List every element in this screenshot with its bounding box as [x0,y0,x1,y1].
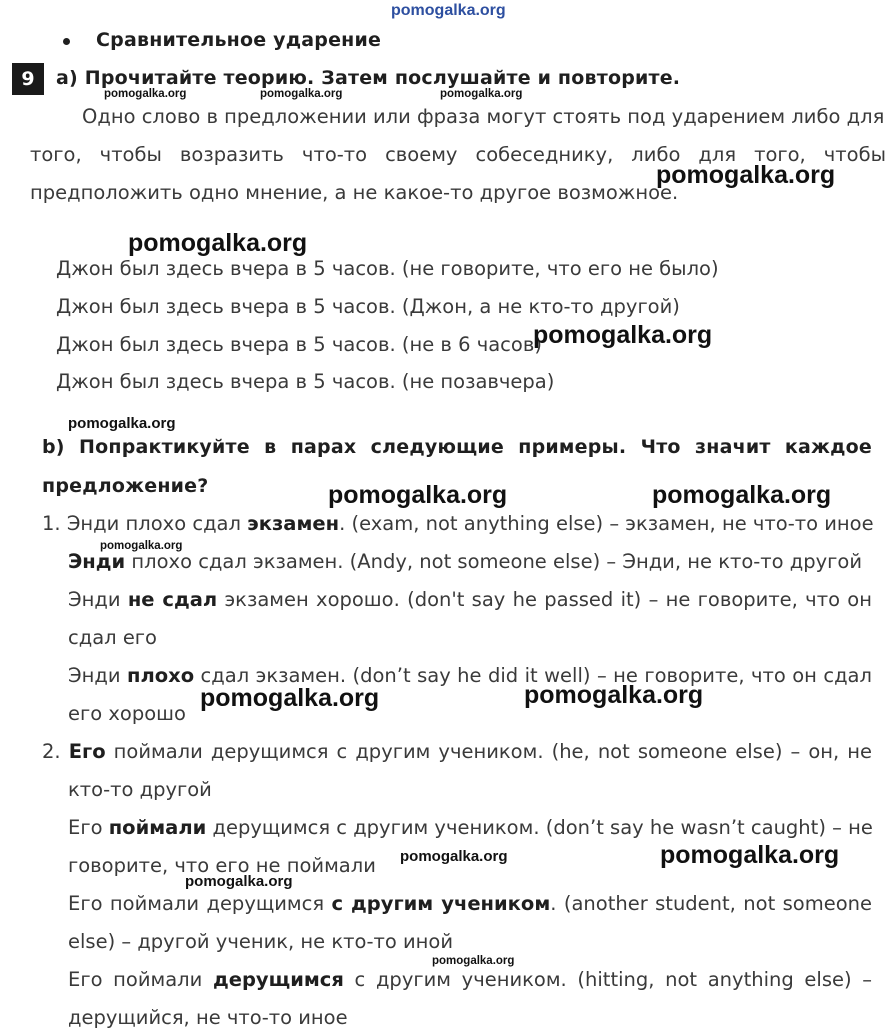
theory-line-1: Одно слово в предложении или фраза могут стоять под ударением либо для [82,105,885,128]
watermark: pomogalka.org [128,229,308,257]
watermark: pomogalka.org [68,415,176,432]
item-1-l3-post: экзамен хорошо. (don't say he passed it) – не говорите, что он [217,588,872,611]
item-2-number: 2. [42,740,61,763]
item-2-l2-post: дерущимся с другим учеником. (don’t say he wasn’t caught) – не [206,816,873,839]
watermark: pomogalka.org [660,841,840,869]
watermark: pomogalka.org [260,88,343,100]
item-2-line-1 [42,740,872,763]
watermark: pomogalka.org [432,955,515,967]
item-2-l2-pre: Его [68,816,109,839]
watermark: pomogalka.org [328,481,508,509]
watermark: pomogalka.org [440,88,523,100]
item-1-l1-post: . (exam, not anything else) – экзамен, не что-то иное [339,512,874,535]
item-1-line-2 [68,550,862,573]
watermark: pomogalka.org [656,161,836,189]
item-2-line-3b: else) – другой ученик, не кто-то иной [68,930,453,953]
item-1-line-3 [68,588,872,611]
item-2-l3-pre: Его поймали дерущимся [68,892,332,915]
item-2-line-3 [68,892,872,915]
section-title: Сравнительное ударение [96,29,382,51]
watermark: pomogalka.org [200,684,380,712]
item-1-line-3b: сдал его [68,626,157,649]
item-2-l4-post: с другим учеником. (hitting, not anything else) – [343,968,873,991]
item-1-l3-bold: не сдал [127,588,218,611]
item-1-l4-post: сдал экзамен. (don’t say he did it well) – не говорите, что он сдал [194,664,872,687]
bullet-icon [63,38,70,45]
watermark: pomogalka.org [400,848,508,865]
watermark-top[interactable]: pomogalka.org [391,2,506,19]
item-2-l2-bold: поймали [108,816,207,839]
watermark: pomogalka.org [652,481,832,509]
exercise-number-badge: 9 [12,63,44,95]
item-1-line-4 [68,664,872,687]
watermark: pomogalka.org [185,873,293,890]
item-1-l4-bold: плохо [126,664,195,687]
item-2-l4-bold: дерущимся [213,968,344,991]
example-3: Джон был здесь вчера в 5 часов. (не в 6 часов) [56,333,542,356]
item-2-line-4 [68,968,872,991]
theory-line-2: того, чтобы возразить что-то своему собеседнику, либо для того, чтобы [30,143,886,166]
watermark: pomogalka.org [100,540,183,552]
item-1-l1-pre: Энди плохо сдал [66,512,248,535]
example-1: Джон был здесь вчера в 5 часов. (не говорите, что его не было) [56,257,719,280]
example-4: Джон был здесь вчера в 5 часов. (не позавчера) [56,370,555,393]
item-1-line-1 [42,512,874,535]
item-1-l4-pre: Энди [68,664,127,687]
item-2-l4-pre: Его поймали [68,968,213,991]
item-2-l1-post: поймали дерущимся с другим учеником. (he, not someone else) – он, не [105,740,873,763]
item-2-line-2b: говорите, что его не поймали [68,854,376,877]
item-1-number: 1. [42,512,61,535]
part-b-title-line-1: b) Попрактикуйте в парах следующие примеры. Что значит каждое [42,436,872,458]
item-2-l1-bold: Его [68,740,106,763]
example-2: Джон был здесь вчера в 5 часов. (Джон, а не кто-то другой) [56,295,680,318]
item-2-l3-bold: с другим учеником [331,892,551,915]
item-1-l2-post: плохо сдал экзамен. (Andy, not someone else) – Энди, не кто-то другой [125,550,863,573]
part-a-title: a) Прочитайте теорию. Затем послушайте и повторите. [56,67,681,89]
item-1-l3-pre: Энди [68,588,128,611]
item-2-line-4b: дерущийся, не что-то иное [68,1006,348,1029]
part-b-title-line-2: предложение? [42,475,209,497]
item-1-l2-bold: Энди [68,550,126,573]
theory-line-3: предположить одно мнение, а не какое-то другое возможное. [30,181,679,204]
watermark: pomogalka.org [104,88,187,100]
item-2-line-1b: кто-то другой [68,778,212,801]
item-2-line-2 [68,816,872,839]
item-2-l3-post: . (another student, not someone [550,892,872,915]
item-1-l1-bold: экзамен [247,512,340,535]
item-1-line-4b: его хорошо [68,702,186,725]
watermark: pomogalka.org [533,321,713,349]
watermark: pomogalka.org [524,681,704,709]
